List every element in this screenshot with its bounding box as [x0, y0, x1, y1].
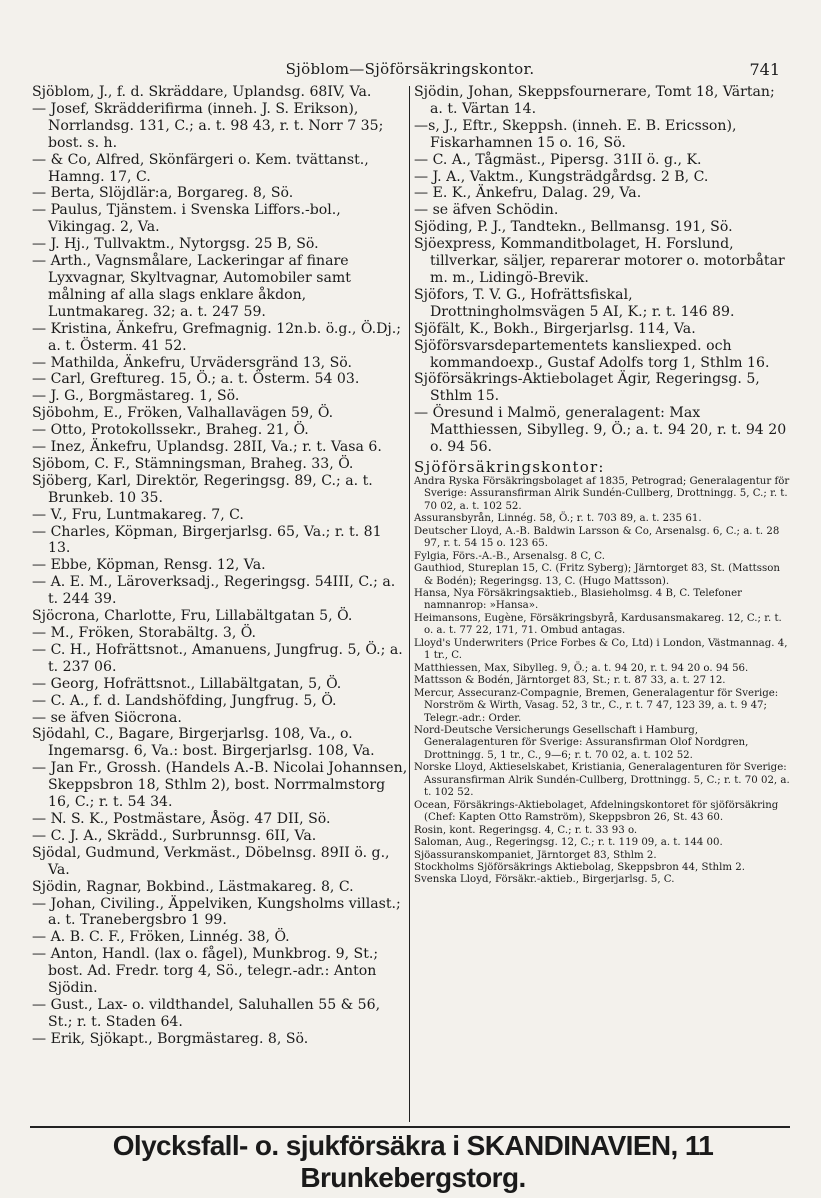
list-item: — E. K., Änkefru, Dalag. 29, Va. — [414, 185, 642, 202]
list-item: Deutscher Lloyd, A.-B. Baldwin Larsson & Co, Arsenalsg. 6, C.; a. t. 28 97, r. t. 54 15 o. 123 65. — [414, 525, 780, 550]
list-item: — C. A., f. d. Landshöfding, Jungfrug. 5, Ö. — [32, 692, 337, 709]
list-item: Sjöberg, Karl, Direktör, Regeringsg. 89, C.; a. t. Brunkeb. 10 35. — [32, 472, 373, 506]
section-heading: Sjöförsäkringskontor: — [414, 457, 605, 476]
list-item: — Johan, Civiling., Äppelviken, Kungsholms villast.; a. t. Tranebergsbro 1 99. — [32, 895, 401, 929]
page-number: 741 — [749, 60, 780, 79]
list-item: — se äfven Siöcrona. — [32, 709, 182, 726]
list-item: Sjöfält, K., Bokh., Birgerjarlsg. 114, Va. — [414, 320, 696, 337]
list-item: — J. A., Vaktm., Kungsträdgårdsg. 2 B, C. — [414, 168, 709, 185]
list-item: — Berta, Slöjdlär:a, Borgareg. 8, Sö. — [32, 185, 294, 202]
list-item: Mattsson & Bodén, Järntorget 83, St.; r. t. 87 33, a. t. 27 12. — [414, 675, 726, 687]
list-item: Sjödin, Ragnar, Bokbind., Lästmakareg. 8, C. — [32, 878, 354, 895]
running-title: Sjöblom—Sjöförsäkringskontor. — [285, 60, 535, 78]
list-item: — C. J. A., Skrädd., Surbrunnsg. 6II, Va. — [32, 827, 317, 844]
list-item: — M., Fröken, Storabältg. 3, Ö. — [32, 625, 257, 641]
list-item: — A. B. C. F., Fröken, Linnég. 38, Ö. — [32, 929, 290, 946]
list-item: Ocean, Försäkrings-Aktiebolaget, Afdelningskontoret för sjöförsäkring (Chef: Kapten Otto Ramström), Skeppsbron 26, St. 43 60. — [414, 799, 779, 824]
list-item: — Paulus, Tjänstem. i Svenska Liffors.-bol., Vikingag. 2, Va. — [32, 202, 341, 236]
list-item: Sjöbom, C. F., Stämningsman, Braheg. 33, Ö. — [32, 455, 354, 472]
list-item: — Carl, Greftureg. 15, Ö.; a. t. Österm. 54 03. — [32, 371, 360, 388]
list-item: — Gust., Lax- o. vildthandel, Saluhallen 55 & 56, St.; r. t. Staden 64. — [32, 996, 381, 1030]
list-item: — N. S. K., Postmästare, Åsög. 47 DII, Sö. — [32, 810, 331, 827]
list-item: —s, J., Eftr., Skeppsh. (inneh. E. B. Ericsson), Fiskarhamnen 15 o. 16, Sö. — [414, 117, 737, 151]
list-item: Sjödin, Johan, Skeppsfournerare, Tomt 18, Värtan; a. t. Värtan 14. — [414, 84, 775, 117]
list-item: — Otto, Protokollssekr., Braheg. 21, Ö. — [32, 422, 309, 439]
list-item: — J. Hj., Tullvaktm., Nytorgsg. 25 B, Sö. — [32, 236, 319, 253]
list-item: Heimansons, Eugène, Försäkringsbyrå, Kardusansmakareg. 12, C.; r. t. o. a. t. 77 22, 171, 71. Ombud antagas. — [414, 612, 782, 637]
list-item: Hansa, Nya Försäkringsaktieb., Blasieholmsg. 4 B, C. Telefoner namnanrop: »Hansa». — [414, 588, 743, 612]
list-item: Sjöding, P. J., Tandtekn., Bellmansg. 191, Sö. — [414, 219, 733, 236]
list-item: Fylgia, Förs.-A.-B., Arsenalsg. 8 C, C. — [414, 550, 605, 562]
list-item: Assuransbyrån, Linnég. 58, Ö.; r. t. 703 89, a. t. 235 61. — [414, 513, 702, 525]
list-item: — Ebbe, Köpman, Rensg. 12, Va. — [32, 557, 266, 574]
list-item: Sjöfors, T. V. G., Hofrättsfiskal, Drottningholmsvägen 5 AI, K.; r. t. 146 89. — [414, 286, 735, 320]
list-item: Nord-Deutsche Versicherungs Gesellschaft i Hamburg, Generalagenturen för Sverige: Assuransfirman Olof Nordgren, Drottningg. 5, 1 tr., C., 9—6; r. t. 70 02, a. t. 102 52. — [414, 725, 749, 761]
list-item: — Anton, Handl. (lax o. fågel), Munkbrog. 9, St.; bost. Ad. Fredr. torg 4, Sö., telegr.-adr.: Anton Sjödin. — [32, 946, 379, 997]
list-item: Saloman, Aug., Regeringsg. 12, C.; r. t. 119 09, a. t. 144 00. — [414, 837, 723, 849]
list-item: Lloyd's Underwriters (Price Forbes & Co, Ltd) i London, Västmannag. 4, 1 tr., C. — [414, 637, 788, 662]
page-header — [40, 60, 780, 84]
list-item: Sjödal, Gudmund, Verkmäst., Döbelnsg. 89II ö. g., Va. — [32, 844, 390, 878]
list-item: Norske Lloyd, Aktieselskabet, Kristiania, Generalagenturen för Sverige: Assuransfirman Alrik Sundén-Cullberg, Drottningg. 5, C.; r. t. 70 02, a. t. 102 52. — [414, 762, 790, 799]
list-item: Svenska Lloyd, Försäkr.-aktieb., Birgerjarlsg. 5, C. — [414, 874, 675, 886]
list-item: — Arth., Vagnsmålare, Lackeringar af finare Lyxvagnar, Skyltvagnar, Automobiler samt målning af alla slags enklare åkdon, Luntmakareg. 32; a. t. 247 59. — [32, 253, 351, 320]
list-item: — Öresund i Malmö, generalagent: Max Matthiessen, Sibylleg. 9, Ö.; a. t. 94 20, r. t. 94 20 o. 94 56. — [414, 405, 787, 456]
list-item: — & Co, Alfred, Skönfärgeri o. Kem. tvättanst., Hamng. 17, C. — [32, 151, 369, 185]
left-column — [32, 84, 408, 1048]
list-item: Sjöförsvarsdepartementets kansliexped. och kommandoexp., Gustaf Adolfs torg 1, Sthlm 16. — [414, 337, 770, 371]
list-item: — V., Fru, Luntmakareg. 7, C. — [32, 506, 244, 523]
list-item: Sjöblom, J., f. d. Skräddare, Uplandsg. 68IV, Va. — [32, 84, 372, 100]
list-item: Sjödahl, C., Bagare, Birgerjarlsg. 108, Va., o. Ingemarsg. 6, Va.: bost. Birgerjarlsg. 108, Va. — [32, 726, 375, 760]
list-item: — Erik, Sjökapt., Borgmästareg. 8, Sö. — [32, 1030, 309, 1047]
list-item: Sjöassuranskompaniet, Järntorget 83, Sthlm 2. — [414, 849, 657, 861]
list-item: Gauthiod, Stureplan 15, C. (Fritz Syberg); Järntorget 83, St. (Mattsson & Bodén); Regeringsg. 13, C. (Hugo Mattsson). — [414, 563, 780, 587]
right-column — [414, 84, 790, 887]
list-item: — Kristina, Änkefru, Grefmagnig. 12n.b. ö.g., Ö.Dj.; a. t. Österm. 41 52. — [32, 320, 401, 354]
list-item: — Georg, Hofrättsnot., Lillabältgatan, 5, Ö. — [32, 675, 342, 692]
list-item: Stockholms Sjöförsäkrings Aktiebolag, Skeppsbron 44, Sthlm 2. — [414, 861, 745, 873]
list-item: — Josef, Skrädderifirma (inneh. J. S. Erikson), Norrlandsg. 131, C.; a. t. 98 43, r. t. Norr 7 35; bost. s. h. — [32, 100, 384, 151]
list-item: Mercur, Assecuranz-Compagnie, Bremen, Generalagentur för Sverige: Norström & Wirth, Vasag. 52, 3 tr., C., r. t. 7 47, 123 39, a. t. 9 47; Telegr.-adr.: Order. — [414, 687, 779, 724]
footer-rule — [30, 1126, 790, 1128]
list-item: Rosin, kont. Regeringsg. 4, C.; r. t. 33 93 o. — [414, 824, 638, 836]
column-divider — [409, 86, 410, 1122]
list-item: — Inez, Änkefru, Uplandsg. 28II, Va.; r. t. Vasa 6. — [32, 439, 382, 456]
list-item: — Mathilda, Änkefru, Urvädersgränd 13, Sö. — [32, 354, 352, 371]
list-item: — A. E. M., Läroverksadj., Regeringsg. 54III, C.; a. t. 244 39. — [32, 574, 396, 608]
list-item: Sjöcrona, Charlotte, Fru, Lillabältgatan 5, Ö. — [32, 608, 353, 625]
list-item: — C. A., Tågmäst., Pipersg. 31II ö. g., K. — [414, 151, 702, 168]
list-item: — Jan Fr., Grossh. (Handels A.-B. Nicolai Johannsen, Skeppsbron 18, Sthlm 2), bost. Norrmalmstorg 16, C.; r. t. 54 34. — [32, 760, 408, 811]
list-item: — J. G., Borgmästareg. 1, Sö. — [32, 388, 240, 405]
list-item: — C. H., Hofrättsnot., Amanuens, Jungfrug. 5, Ö.; a. t. 237 06. — [32, 641, 403, 675]
list-item: Sjöexpress, Kommanditbolaget, H. Forslund, tillverkar, säljer, reparerar motorer o. motorbåtar m. m., Lidingö-Brevik. — [414, 236, 785, 286]
list-item: — Charles, Köpman, Birgerjarlsg. 65, Va.; r. t. 81 13. — [32, 523, 382, 557]
list-item: Andra Ryska Försäkringsbolaget af 1835, Petrograd; Generalagentur för Sverige: Assuransfirman Alrik Sundén-Cullberg, Drottningg. 5, C.; r. t. 70 02, a. t. 102 52. — [414, 475, 790, 512]
list-item: Matthiessen, Max, Sibylleg. 9, Ö.; a. t. 94 20, r. t. 94 20 o. 94 56. — [414, 662, 749, 674]
list-item: Sjöförsäkrings-Aktiebolaget Ägir, Regeringsg. 5, Sthlm 15. — [414, 371, 760, 405]
advertisement-banner: Olycksfall- o. sjukförsäkra i SKANDINAVIEN, 11 Brunkebergstorg. — [112, 1130, 714, 1193]
list-item: — se äfven Schödin. — [414, 202, 559, 219]
list-item: Sjöbohm, E., Fröken, Valhallavägen 59, Ö. — [32, 405, 334, 422]
